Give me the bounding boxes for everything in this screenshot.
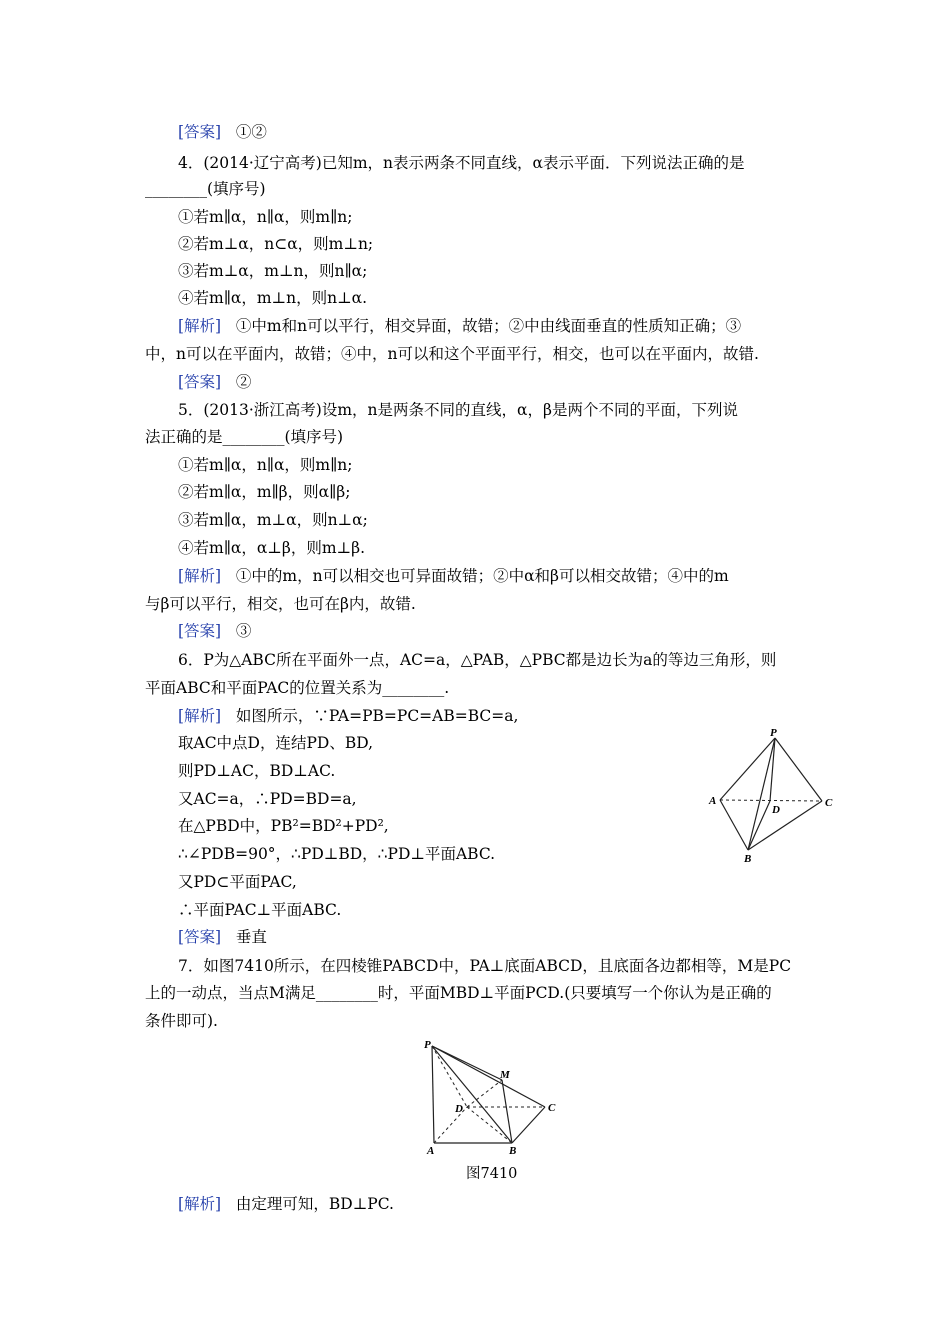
label-C: C <box>825 797 833 809</box>
analysis-text: 如图所示，∵PA=PB=PC=AB=BC=a, <box>235 707 519 725</box>
q6-stem-line2: 平面ABC和平面PAC的位置关系为________. <box>145 679 450 697</box>
label-D: D <box>772 804 780 816</box>
q6-analysis-line2: 取AC中点D，连结PD、BD, <box>178 734 374 752</box>
analysis-tag: [解析] <box>178 1195 222 1213</box>
analysis-text: ①中m和n可以平行，相交异面，故错；②中由线面垂直的性质知正确；③ <box>235 317 742 335</box>
q5-option-3: ③若m∥α，m⊥α，则n⊥α; <box>178 511 368 529</box>
q4-stem-line2: ________(填序号) <box>145 180 266 198</box>
q5-analysis-line2: 与β可以平行，相交，也可在β内，故错. <box>145 595 416 613</box>
analysis-tag: [解析] <box>178 707 222 725</box>
q6-tetrahedron-figure <box>700 728 850 866</box>
answer-tag: [答案] <box>178 373 222 391</box>
label-A: A <box>709 795 717 807</box>
label-P: P <box>424 1039 431 1051</box>
label-B: B <box>744 853 752 865</box>
label-D: D <box>455 1103 463 1115</box>
q6-analysis-line3: 则PD⊥AC，BD⊥AC. <box>178 762 336 780</box>
label-P: P <box>770 728 777 739</box>
q7-stem-line3: 条件即可). <box>145 1012 218 1030</box>
q7-analysis-row <box>178 1193 394 1215</box>
answer-text: 垂直 <box>235 928 267 946</box>
analysis-text: ①中的m，n可以相交也可异面故错；②中α和β可以相交故错；④中的m <box>235 567 729 585</box>
answer-text: ② <box>235 373 252 391</box>
q5-option-1: ①若m∥α，n∥α，则m∥n; <box>178 456 353 474</box>
answer-text: ③ <box>235 622 252 640</box>
q4-answer-row <box>178 371 251 393</box>
q6-analysis-line7: 又PD⊂平面PAC, <box>178 873 297 891</box>
q5-option-4: ④若m∥α，α⊥β，则m⊥β. <box>178 539 365 557</box>
q4-option-2: ②若m⊥α，n⊂α，则m⊥n; <box>178 235 374 253</box>
q4-stem-line1: 4．(2014·辽宁高考)已知m，n表示两条不同直线，α表示平面．下列说法正确的是 <box>178 154 745 172</box>
q4-option-3: ③若m⊥α，m⊥n，则n∥α; <box>178 262 368 280</box>
q6-stem-line1: 6．P为△ABC所在平面外一点，AC=a，△PAB，△PBC都是边长为a的等边三角形，则 <box>178 651 777 669</box>
q3-answer-row <box>178 121 267 143</box>
q4-analysis-line1 <box>178 315 741 337</box>
q6-analysis-line4: 又AC=a，∴PD=BD=a, <box>178 790 357 808</box>
q4-option-4: ④若m∥α，m⊥n，则n⊥α. <box>178 289 368 307</box>
analysis-text: 由定理可知，BD⊥PC. <box>235 1195 394 1213</box>
q5-stem-line1: 5．(2013·浙江高考)设m，n是两条不同的直线，α，β是两个不同的平面，下列说 <box>178 401 738 419</box>
q6-answer-row <box>178 926 267 948</box>
q6-analysis-line6: ∴∠PDB=90°，∴PD⊥BD，∴PD⊥平面ABC. <box>178 845 496 863</box>
q4-option-1: ①若m∥α，n∥α，则m∥n; <box>178 208 353 226</box>
q7-stem-line2: 上的一动点，当点M满足________时，平面MBD⊥平面PCD.(只要填写一个你认为是正确的 <box>145 984 772 1002</box>
q4-analysis-line2: 中，n可以在平面内，故错；④中，n可以和这个平面平行，相交，也可以在平面内，故错. <box>145 345 759 363</box>
answer-tag: [答案] <box>178 622 222 640</box>
q5-analysis-line1 <box>178 565 729 587</box>
analysis-tag: [解析] <box>178 567 222 585</box>
label-A: A <box>427 1145 435 1157</box>
q7-pyramid-figure <box>420 1036 570 1160</box>
label-C: C <box>548 1102 556 1114</box>
q5-option-2: ②若m∥α，m∥β，则α∥β; <box>178 483 351 501</box>
q5-answer-row <box>178 620 251 642</box>
q5-stem-line2: 法正确的是________(填序号) <box>145 428 344 446</box>
label-M: M <box>500 1069 510 1081</box>
label-B: B <box>509 1145 517 1157</box>
answer-tag: [答案] <box>178 123 222 141</box>
q6-analysis-line1 <box>178 705 518 727</box>
q6-analysis-line5: 在△PBD中，PB²=BD²+PD², <box>178 817 389 835</box>
answer-tag: [答案] <box>178 928 222 946</box>
analysis-tag: [解析] <box>178 317 222 335</box>
figure-caption: 图7410 <box>466 1166 518 1182</box>
q7-stem-line1: 7．如图7410所示，在四棱锥PABCD中，PA⊥底面ABCD，且底面各边都相等，M是PC <box>178 957 792 975</box>
q6-analysis-line8: ∴平面PAC⊥平面ABC. <box>178 901 342 919</box>
answer-text: ①② <box>235 123 267 141</box>
